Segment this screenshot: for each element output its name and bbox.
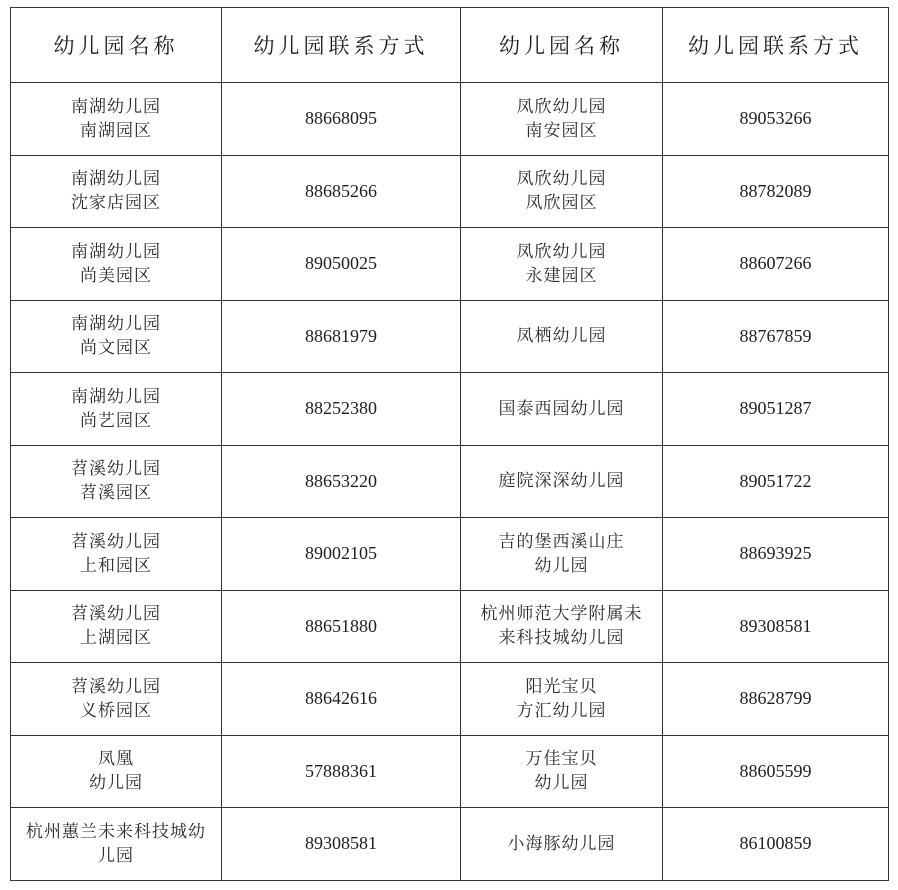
right-kindergarten-name-cell bbox=[461, 300, 663, 373]
right-kindergarten-name-cell bbox=[461, 228, 663, 301]
table-header bbox=[11, 8, 889, 83]
right-phone-number: 88693925 bbox=[663, 518, 889, 591]
right-phone-number: 88767859 bbox=[663, 300, 889, 373]
left-kindergarten-name-line: 凤凰 bbox=[98, 749, 134, 770]
kindergarten-contact-table bbox=[10, 7, 889, 881]
header-contact-left: 幼儿园联系方式 bbox=[222, 8, 461, 83]
right-kindergarten-name-line: 南安园区 bbox=[525, 120, 598, 141]
left-kindergarten-name-line: 杭州蕙兰未来科技城幼 bbox=[26, 821, 206, 842]
left-kindergarten-name-line: 南湖幼儿园 bbox=[71, 386, 161, 407]
right-phone-number: 89051722 bbox=[663, 445, 889, 518]
left-kindergarten-name-cell bbox=[11, 228, 222, 301]
left-kindergarten-name-cell bbox=[11, 590, 222, 663]
left-kindergarten-name-line: 尚美园区 bbox=[80, 265, 152, 286]
left-kindergarten-name-line: 南湖幼儿园 bbox=[71, 241, 161, 262]
left-kindergarten-name-line: 南湖园区 bbox=[80, 120, 152, 141]
left-phone-number: 89002105 bbox=[222, 518, 461, 591]
right-kindergarten-name-cell bbox=[461, 590, 663, 663]
right-phone-number: 89051287 bbox=[663, 373, 889, 446]
left-phone-number: 89308581 bbox=[222, 808, 461, 881]
left-phone-number: 88653220 bbox=[222, 445, 461, 518]
left-kindergarten-name-line: 苕溪幼儿园 bbox=[71, 604, 161, 625]
right-kindergarten-name-line: 万佳宝贝 bbox=[525, 749, 598, 770]
left-kindergarten-name-line: 南湖幼儿园 bbox=[71, 169, 161, 190]
right-kindergarten-name-line: 方汇幼儿园 bbox=[516, 700, 607, 721]
right-phone-number: 89308581 bbox=[663, 590, 889, 663]
right-kindergarten-name-line: 凤欣幼儿园 bbox=[516, 96, 607, 117]
right-phone-number: 88782089 bbox=[663, 155, 889, 228]
header-kindergarten-name-left: 幼儿园名称 bbox=[11, 8, 222, 83]
right-kindergarten-name-line: 杭州师范大学附属未 bbox=[480, 604, 643, 625]
right-kindergarten-name-cell bbox=[461, 518, 663, 591]
right-kindergarten-name-line: 永建园区 bbox=[525, 265, 598, 286]
left-kindergarten-name-cell bbox=[11, 663, 222, 736]
table-row bbox=[11, 590, 889, 663]
right-kindergarten-name-cell bbox=[461, 808, 663, 881]
right-kindergarten-name-line: 吉的堡西溪山庄 bbox=[498, 531, 625, 552]
table-row bbox=[11, 373, 889, 446]
left-kindergarten-name-line: 沈家店园区 bbox=[71, 193, 161, 214]
right-kindergarten-name-line: 阳光宝贝 bbox=[525, 676, 598, 697]
left-kindergarten-name-cell bbox=[11, 83, 222, 156]
right-kindergarten-name-cell bbox=[461, 373, 663, 446]
table-row bbox=[11, 83, 889, 156]
left-phone-number: 88651880 bbox=[222, 590, 461, 663]
left-kindergarten-name-cell bbox=[11, 735, 222, 808]
left-phone-number: 88642616 bbox=[222, 663, 461, 736]
left-kindergarten-name-line: 苕溪幼儿园 bbox=[71, 676, 161, 697]
left-phone-number: 89050025 bbox=[222, 228, 461, 301]
table-row bbox=[11, 228, 889, 301]
left-kindergarten-name-cell bbox=[11, 808, 222, 881]
left-phone-number: 88668095 bbox=[222, 83, 461, 156]
table-row bbox=[11, 518, 889, 591]
left-kindergarten-name-line: 尚文园区 bbox=[80, 338, 152, 359]
right-kindergarten-name-line: 凤欣园区 bbox=[525, 193, 598, 214]
right-kindergarten-name-cell bbox=[461, 83, 663, 156]
left-kindergarten-name-line: 儿园 bbox=[98, 845, 134, 866]
right-kindergarten-name-line: 幼儿园 bbox=[534, 773, 589, 794]
right-kindergarten-name-line: 幼儿园 bbox=[534, 555, 589, 576]
left-kindergarten-name-line: 上湖园区 bbox=[80, 628, 152, 649]
right-phone-number: 86100859 bbox=[663, 808, 889, 881]
header-kindergarten-name-right: 幼儿园名称 bbox=[461, 8, 663, 83]
right-kindergarten-name-line: 国泰西园幼儿园 bbox=[498, 398, 625, 419]
right-phone-number: 88605599 bbox=[663, 735, 889, 808]
left-kindergarten-name-line: 南湖幼儿园 bbox=[71, 314, 161, 335]
left-kindergarten-name-cell bbox=[11, 155, 222, 228]
left-kindergarten-name-cell bbox=[11, 373, 222, 446]
right-kindergarten-name-cell bbox=[461, 445, 663, 518]
left-phone-number: 88685266 bbox=[222, 155, 461, 228]
left-kindergarten-name-line: 上和园区 bbox=[80, 555, 152, 576]
right-kindergarten-name-line: 来科技城幼儿园 bbox=[498, 628, 625, 649]
table-row bbox=[11, 735, 889, 808]
right-kindergarten-name-cell bbox=[461, 663, 663, 736]
right-kindergarten-name-line: 庭院深深幼儿园 bbox=[498, 471, 625, 492]
right-kindergarten-name-line: 凤栖幼儿园 bbox=[516, 326, 607, 347]
left-kindergarten-name-cell bbox=[11, 518, 222, 591]
right-kindergarten-name-line: 凤欣幼儿园 bbox=[516, 169, 607, 190]
right-kindergarten-name-line: 凤欣幼儿园 bbox=[516, 241, 607, 262]
right-kindergarten-name-line: 小海豚幼儿园 bbox=[507, 833, 616, 854]
table-row bbox=[11, 445, 889, 518]
left-phone-number: 88252380 bbox=[222, 373, 461, 446]
table-row bbox=[11, 155, 889, 228]
header-row bbox=[11, 8, 889, 83]
left-kindergarten-name-line: 幼儿园 bbox=[89, 773, 143, 794]
left-kindergarten-name-line: 尚艺园区 bbox=[80, 410, 152, 431]
table-row bbox=[11, 808, 889, 881]
header-contact-right: 幼儿园联系方式 bbox=[663, 8, 889, 83]
left-kindergarten-name-line: 南湖幼儿园 bbox=[71, 96, 161, 117]
right-kindergarten-name-cell bbox=[461, 735, 663, 808]
left-kindergarten-name-cell bbox=[11, 445, 222, 518]
left-kindergarten-name-line: 苕溪园区 bbox=[80, 483, 152, 504]
right-phone-number: 88628799 bbox=[663, 663, 889, 736]
table-body bbox=[11, 83, 889, 881]
left-kindergarten-name-line: 义桥园区 bbox=[80, 700, 152, 721]
left-phone-number: 57888361 bbox=[222, 735, 461, 808]
left-kindergarten-name-line: 苕溪幼儿园 bbox=[71, 531, 161, 552]
left-phone-number: 88681979 bbox=[222, 300, 461, 373]
right-phone-number: 88607266 bbox=[663, 228, 889, 301]
left-kindergarten-name-line: 苕溪幼儿园 bbox=[71, 459, 161, 480]
left-kindergarten-name-cell bbox=[11, 300, 222, 373]
right-phone-number: 89053266 bbox=[663, 83, 889, 156]
table-row bbox=[11, 663, 889, 736]
right-kindergarten-name-cell bbox=[461, 155, 663, 228]
table-row bbox=[11, 300, 889, 373]
